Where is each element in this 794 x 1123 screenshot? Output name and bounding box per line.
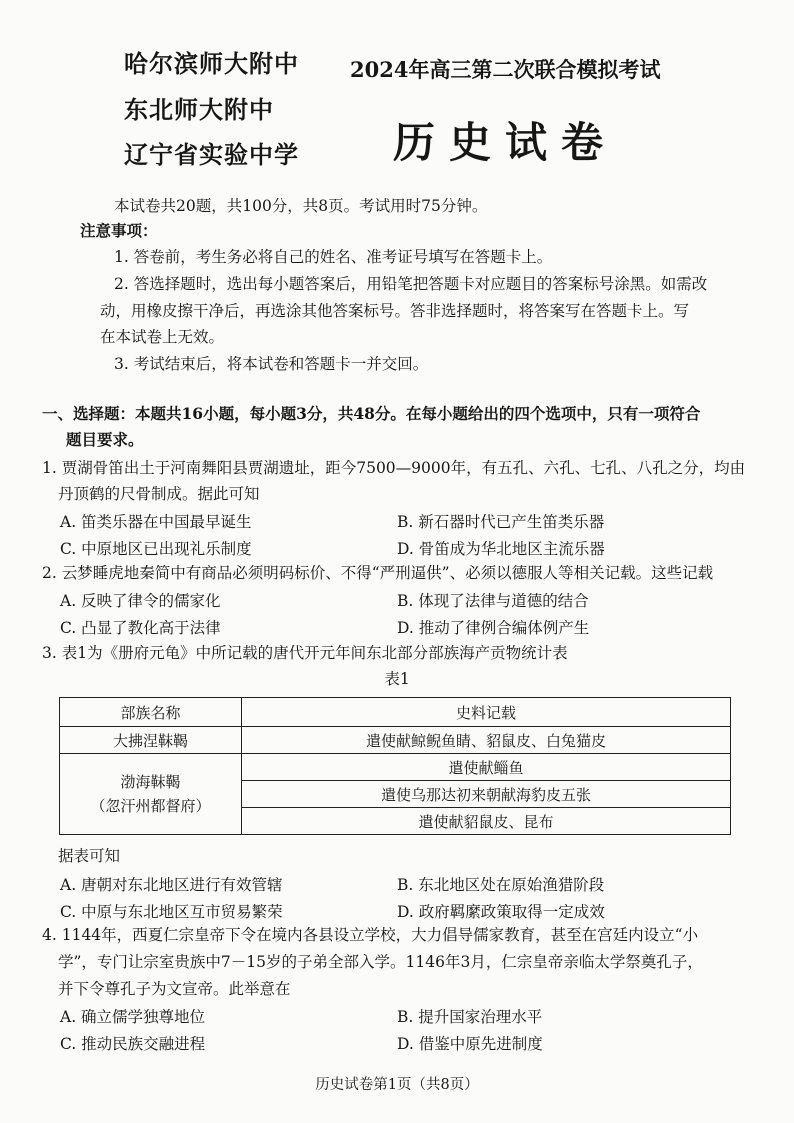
tribe-note: （忽汗州都督府） [90, 797, 211, 815]
q1-option-b: B. 新石器时代已产生笛类乐器 [397, 513, 605, 531]
q4-option-c: C. 推动民族交融进程 [60, 1035, 206, 1053]
q3-option-d: D. 政府羁縻政策取得一定成效 [397, 903, 605, 921]
q4-option-d: D. 借鉴中原先进制度 [397, 1035, 543, 1053]
notice-item-2-cont: 动，用橡皮擦干净后，再选涂其他答案标号。答非选择题时，将答案写在答题卡上。写 [100, 302, 690, 320]
question-3-stem: 3. 表1为《册府元龟》中所记载的唐代开元年间东北部分部族海产贡物统计表 [42, 644, 568, 662]
question-1-stem-cont: 丹顶鹤的尺骨制成。据此可知 [58, 485, 260, 503]
table-cell-record: 遣使献鲸鲵鱼睛、貂鼠皮、白兔猫皮 [242, 727, 731, 754]
q3-option-b: B. 东北地区处在原始渔猎阶段 [397, 876, 605, 894]
tribe-name: 渤海靺鞨 [120, 773, 181, 791]
school-name-1: 哈尔滨师大附中 [124, 50, 299, 78]
table-cell-record: 遣使乌那达初来朝献海豹皮五张 [242, 781, 731, 808]
table-caption: 表1 [384, 670, 410, 688]
question-4-stem: 4. 1144年，西夏仁宗皇帝下令在境内各县设立学校，大力倡导儒家教育，甚至在宫廷内设立“小 [42, 926, 699, 944]
q4-option-a: A. 确立儒学独尊地位 [60, 1008, 206, 1026]
q3-option-a: A. 唐朝对东北地区进行有效管辖 [60, 876, 283, 894]
section-heading: 一、选择题：本题共16小题，每小题3分，共48分。在每小题给出的四个选项中，只有一项符合 [42, 404, 701, 423]
q1-option-a: A. 笛类乐器在中国最早诞生 [60, 513, 252, 531]
question-2-stem: 2. 云梦睡虎地秦简中有商品必须明码标价、不得“严刑逼供”、必须以德服人等相关记载。这些记载 [42, 564, 714, 582]
page-footer: 历史试卷第1页（共8页） [315, 1077, 479, 1093]
table-header-record: 史料记载 [242, 698, 731, 727]
notice-heading: 注意事项： [80, 221, 158, 240]
subject-title: 历史试卷 [393, 118, 618, 167]
exam-title: 2024年高三第二次联合模拟考试 [350, 57, 661, 82]
intro-text: 本试卷共20题，共100分，共8页。考试用时75分钟。 [114, 197, 488, 215]
tribute-table [59, 697, 731, 835]
table-cell-tribe: 大拂涅靺鞨 [60, 727, 242, 754]
q1-option-c: C. 中原地区已出现礼乐制度 [60, 540, 252, 558]
section-heading-cont: 题目要求。 [66, 430, 144, 449]
q2-option-d: D. 推动了律例合编体例产生 [397, 619, 590, 637]
question-1-stem: 1. 贾湖骨笛出土于河南舞阳县贾湖遗址，距今7500—9000年，有五孔、六孔、七孔、八孔之分，均由 [42, 459, 746, 477]
question-4-stem-cont: 学”，专门让宗室贵族中7－15岁的子弟全部入学。1146年3月，仁宗皇帝亲临太学祭奠孔子， [58, 953, 703, 971]
q2-option-c: C. 凸显了教化高于法律 [60, 619, 221, 637]
table-header-tribe: 部族名称 [60, 698, 242, 727]
notice-item-2: 2. 答选择题时，选出每小题答案后，用铅笔把答题卡对应题目的答案标号涂黑。如需改 [114, 275, 708, 293]
table-cell-tribe-bohai [60, 754, 242, 835]
q3-option-c: C. 中原与东北地区互市贸易繁荣 [60, 903, 283, 921]
q2-option-b: B. 体现了法律与道德的结合 [397, 592, 589, 610]
question-4-stem-end: 并下令尊孔子为文宣帝。此举意在 [58, 980, 291, 998]
school-name-3: 辽宁省实验中学 [124, 141, 299, 169]
question-3-lead: 据表可知 [58, 847, 121, 865]
table-cell-record: 遣使献鲻鱼 [242, 754, 731, 781]
table-cell-record: 遣使献貂鼠皮、昆布 [242, 808, 731, 835]
notice-item-3: 3. 考试结束后，将本试卷和答题卡一并交回。 [114, 355, 429, 373]
notice-item-1: 1. 答卷前，考生务必将自己的姓名、准考证号填写在答题卡上。 [114, 248, 553, 266]
q1-option-d: D. 骨笛成为华北地区主流乐器 [397, 540, 605, 558]
q2-option-a: A. 反映了律令的儒家化 [60, 592, 221, 610]
q4-option-b: B. 提升国家治理水平 [397, 1008, 543, 1026]
notice-item-2-end: 在本试卷上无效。 [100, 328, 225, 346]
school-name-2: 东北师大附中 [124, 96, 274, 124]
